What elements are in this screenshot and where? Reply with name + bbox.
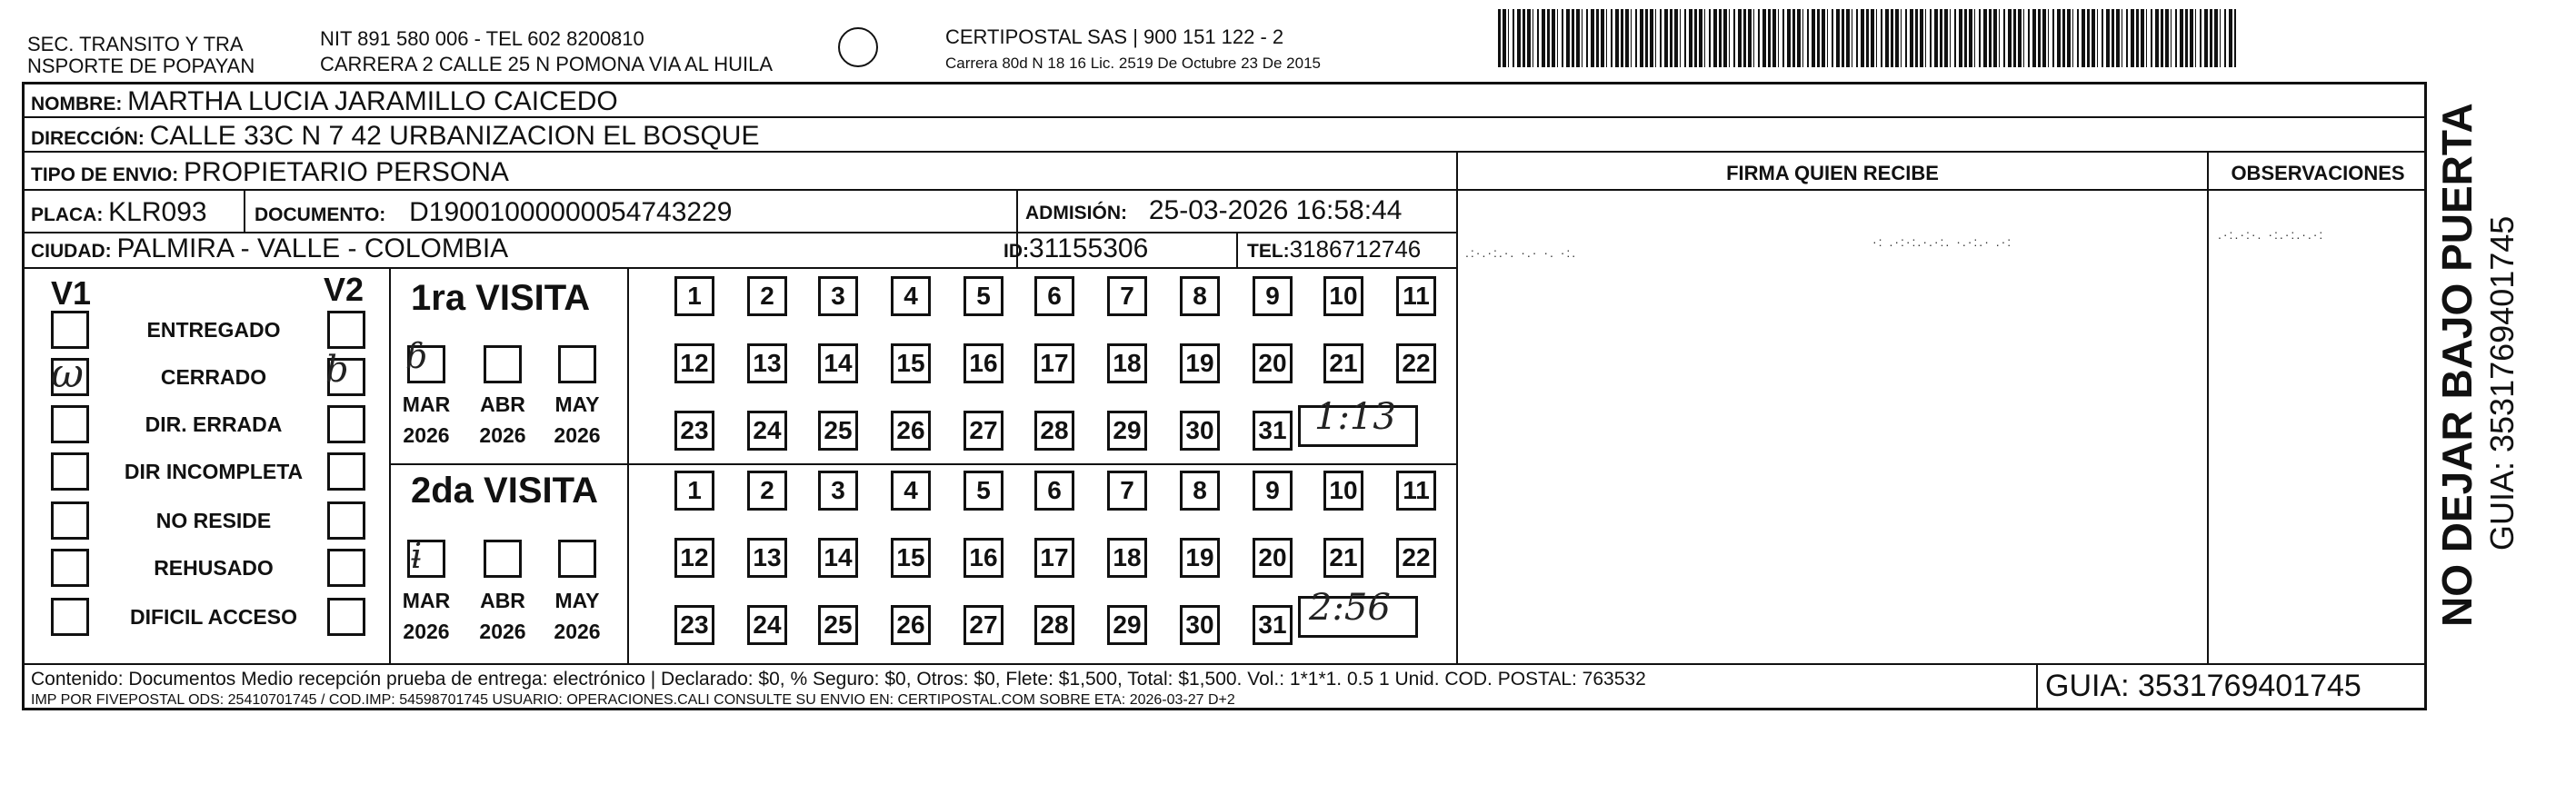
visit2-day-20[interactable]: 20: [1253, 538, 1293, 578]
v2-checkbox-dir-errada[interactable]: [327, 405, 365, 443]
visit1-day-18[interactable]: 18: [1107, 343, 1147, 383]
visit1-mar-mark: ɓ: [405, 336, 428, 376]
visit2-day-9[interactable]: 9: [1253, 471, 1293, 511]
visit2-day-12[interactable]: 12: [674, 538, 714, 578]
courier-name: CERTIPOSTAL SAS | 900 151 122 - 2: [945, 25, 1284, 48]
v2-label: V2: [324, 271, 364, 308]
reason-entregado: ENTREGADO: [146, 318, 281, 342]
visit1-year-abr: 2026: [479, 423, 526, 447]
admision-field: [1025, 195, 1403, 225]
visit1-day-17[interactable]: 17: [1034, 343, 1074, 383]
ciudad-label: CIUDAD:: [31, 241, 112, 262]
tel-value: 3186712746: [1289, 235, 1422, 263]
visit2-year-abr: 2026: [479, 620, 526, 643]
v1-checkbox-no-reside[interactable]: [51, 501, 89, 540]
barcode: [1498, 9, 2236, 67]
visit2-year-may: 2026: [554, 620, 601, 643]
visit1-day-3[interactable]: 3: [818, 276, 858, 316]
visit2-month-abr: ABR: [480, 589, 525, 612]
visit1-day-10[interactable]: 10: [1323, 276, 1363, 316]
v2-cerrado-mark: b: [325, 349, 349, 391]
visit1-month-abr: ABR: [480, 392, 525, 416]
visit2-year-mar: 2026: [403, 620, 450, 643]
column-divider: [627, 267, 629, 663]
visit1-day-24[interactable]: 24: [747, 411, 787, 451]
ciudad-field: [31, 233, 509, 263]
documento-value: D19001000000054743229: [409, 197, 733, 227]
admision-value: 25-03-2026 16:58:44: [1148, 195, 1403, 225]
visit2-month-abr-box[interactable]: [484, 540, 522, 578]
id-field: [1003, 233, 1149, 263]
visit1-day-19[interactable]: 19: [1180, 343, 1220, 383]
visit2-day-31[interactable]: 31: [1253, 605, 1293, 645]
visit2-day-4[interactable]: 4: [891, 471, 931, 511]
observation-scribble: .·:.·:·. ·:.·:.·.·:: [2218, 227, 2325, 242]
reason-cerrado: CERRADO: [160, 365, 267, 389]
firma-header: FIRMA QUIEN RECIBE: [1726, 162, 1939, 184]
visit2-day-10[interactable]: 10: [1323, 471, 1363, 511]
visit1-month-abr-box[interactable]: [484, 345, 522, 383]
visit2-day-29[interactable]: 29: [1107, 605, 1147, 645]
v1-cerrado-mark: ω: [51, 351, 84, 397]
v1-label: V1: [51, 274, 92, 312]
visit1-day-5[interactable]: 5: [964, 276, 1003, 316]
visit-divider: [389, 463, 1456, 465]
sender-name-line2: NSPORTE DE POPAYAN: [27, 55, 255, 77]
visit2-month-mar: MAR: [402, 589, 451, 612]
reason-dir-incompleta: DIR INCOMPLETA: [124, 460, 304, 483]
visit2-day-6[interactable]: 6: [1034, 471, 1074, 511]
tipo-envio-field: [31, 157, 509, 187]
tel-field: [1247, 235, 1422, 263]
visit1-day-7[interactable]: 7: [1107, 276, 1147, 316]
sender-nit: NIT 891 580 006 - TEL 602 8200810: [320, 27, 644, 50]
side-warning: NO DEJAR BAJO PUERTA: [2433, 103, 2481, 627]
visit2-day-25[interactable]: 25: [818, 605, 858, 645]
column-divider: [2207, 151, 2209, 663]
visit1-day-11[interactable]: 11: [1396, 276, 1436, 316]
visit2-mar-mark: ɨ: [411, 536, 423, 576]
visit1-day-12[interactable]: 12: [674, 343, 714, 383]
visit2-day-3[interactable]: 3: [818, 471, 858, 511]
v2-checkbox-dificil-acceso[interactable]: [327, 598, 365, 636]
documento-field: [255, 197, 733, 227]
visit1-day-31[interactable]: 31: [1253, 411, 1293, 451]
reason-dificil-acceso: DIFICIL ACCESO: [129, 605, 297, 629]
visit2-day-19[interactable]: 19: [1180, 538, 1220, 578]
courier-logo-icon: [838, 27, 878, 67]
tel-label: TEL:: [1247, 241, 1290, 262]
visit1-month-may: MAY: [554, 392, 600, 416]
visit2-time-handwritten: 2:56: [1309, 587, 1391, 629]
visit1-day-26[interactable]: 26: [891, 411, 931, 451]
placa-field: [31, 197, 207, 227]
direccion-label: DIRECCIÓN:: [31, 128, 145, 149]
visit1-day-28[interactable]: 28: [1034, 411, 1074, 451]
visit2-day-8[interactable]: 8: [1180, 471, 1220, 511]
visit2-day-1[interactable]: 1: [674, 471, 714, 511]
courier-license: Carrera 80d N 18 16 Lic. 2519 De Octubre 23 De 2015: [945, 55, 1321, 72]
visit2-day-24[interactable]: 24: [747, 605, 787, 645]
v2-checkbox-rehusado[interactable]: [327, 549, 365, 587]
visit1-day-27[interactable]: 27: [964, 411, 1003, 451]
placa-label: PLACA:: [31, 204, 104, 225]
nombre-label: NOMBRE:: [31, 94, 123, 114]
admision-label: ADMISIÓN:: [1025, 203, 1127, 223]
visit1-day-4[interactable]: 4: [891, 276, 931, 316]
visit1-year-may: 2026: [554, 423, 601, 447]
visit2-day-18[interactable]: 18: [1107, 538, 1147, 578]
id-value: 31155306: [1029, 233, 1149, 263]
tipo-envio-value: PROPIETARIO PERSONA: [184, 157, 509, 187]
column-divider: [389, 267, 391, 663]
nombre-field: [31, 86, 618, 116]
direccion-value: CALLE 33C N 7 42 URBANIZACION EL BOSQUE: [149, 121, 760, 151]
visit1-day-13[interactable]: 13: [747, 343, 787, 383]
column-divider: [244, 189, 245, 232]
signature-scribble: ·: .·:·:.·.·:. ·.·:.· .·:: [1872, 234, 2013, 249]
reason-no-reside: NO RESIDE: [155, 509, 272, 532]
visit2-day-21[interactable]: 21: [1323, 538, 1363, 578]
visit2-day-22[interactable]: 22: [1396, 538, 1436, 578]
sender-address: CARRERA 2 CALLE 25 N POMONA VIA AL HUILA: [320, 53, 774, 75]
tipo-envio-label: TIPO DE ENVIO:: [31, 164, 179, 185]
visit2-day-2[interactable]: 2: [747, 471, 787, 511]
reason-rehusado: REHUSADO: [154, 556, 274, 580]
visit1-day-20[interactable]: 20: [1253, 343, 1293, 383]
visit1-day-23[interactable]: 23: [674, 411, 714, 451]
visit2-day-28[interactable]: 28: [1034, 605, 1074, 645]
visit2-day-14[interactable]: 14: [818, 538, 858, 578]
documento-label: DOCUMENTO:: [255, 204, 386, 225]
visit2-day-23[interactable]: 23: [674, 605, 714, 645]
visit2-day-16[interactable]: 16: [964, 538, 1003, 578]
signature-scribble: .:·.·:.·. ·.· ·. ·:.: [1465, 245, 1578, 260]
visit2-day-11[interactable]: 11: [1396, 471, 1436, 511]
id-label: ID:: [1003, 241, 1029, 262]
visit1-day-2[interactable]: 2: [747, 276, 787, 316]
visit1-day-8[interactable]: 8: [1180, 276, 1220, 316]
footer-guia: GUIA: 3531769401745: [2045, 669, 2361, 703]
v1-checkbox-dificil-acceso[interactable]: [51, 598, 89, 636]
visit1-time-handwritten: 1:13: [1314, 396, 1396, 438]
v2-checkbox-entregado[interactable]: [327, 311, 365, 349]
footer-content-line: Contenido: Documentos Medio recepción prueba de entrega: electrónico | Declarado: $0, % Seguro: $0, Otros: $0, Flete: $1,500, Total: $1,500. Vol.: 1*1*1. 0.5 1 Unid. COD. POSTAL: 763532: [31, 669, 1646, 690]
row-divider: [22, 267, 1458, 269]
sender-name-line1: SEC. TRANSITO Y TRA: [27, 33, 244, 55]
visit1-day-21[interactable]: 21: [1323, 343, 1363, 383]
visit1-day-6[interactable]: 6: [1034, 276, 1074, 316]
v1-checkbox-dir-incompleta[interactable]: [51, 452, 89, 491]
ciudad-value: PALMIRA - VALLE - COLOMBIA: [116, 233, 509, 263]
visit2-day-17[interactable]: 17: [1034, 538, 1074, 578]
v1-checkbox-rehusado[interactable]: [51, 549, 89, 587]
direccion-field: [31, 121, 760, 151]
visit2-day-26[interactable]: 26: [891, 605, 931, 645]
visit2-day-5[interactable]: 5: [964, 471, 1003, 511]
observaciones-header: OBSERVACIONES: [2231, 162, 2405, 184]
visit1-day-14[interactable]: 14: [818, 343, 858, 383]
row-divider: [22, 151, 2427, 153]
visit2-day-7[interactable]: 7: [1107, 471, 1147, 511]
side-guia: GUIA: 3531769401745: [2483, 215, 2521, 551]
column-divider: [2036, 663, 2038, 710]
visit1-day-25[interactable]: 25: [818, 411, 858, 451]
visit1-day-16[interactable]: 16: [964, 343, 1003, 383]
visit1-day-22[interactable]: 22: [1396, 343, 1436, 383]
visit1-day-30[interactable]: 30: [1180, 411, 1220, 451]
visit2-day-15[interactable]: 15: [891, 538, 931, 578]
nombre-value: MARTHA LUCIA JARAMILLO CAICEDO: [127, 86, 618, 116]
row-divider: [22, 116, 2427, 118]
footer-print-line: IMP POR FIVEPOSTAL ODS: 25410701745 / COD.IMP: 54598701745 USUARIO: OPERACIONES.CALI CONSULTE SU ENVIO EN: CERTIPOSTAL.COM SOBRE ETA: 2026-03-27 D+2: [31, 692, 1235, 708]
placa-value: KLR093: [108, 197, 207, 227]
visit1-day-29[interactable]: 29: [1107, 411, 1147, 451]
v2-checkbox-dir-incompleta[interactable]: [327, 452, 365, 491]
v1-checkbox-entregado[interactable]: [51, 311, 89, 349]
v1-checkbox-dir-errada[interactable]: [51, 405, 89, 443]
visit1-title: 1ra VISITA: [411, 278, 591, 318]
visit2-month-may-box[interactable]: [558, 540, 596, 578]
v2-checkbox-no-reside[interactable]: [327, 501, 365, 540]
row-divider: [22, 189, 2427, 191]
visit1-month-may-box[interactable]: [558, 345, 596, 383]
visit1-day-9[interactable]: 9: [1253, 276, 1293, 316]
footer-divider: [22, 663, 2427, 665]
visit1-year-mar: 2026: [403, 423, 450, 447]
visit2-month-may: MAY: [554, 589, 600, 612]
reason-dir-errada: DIR. ERRADA: [145, 412, 283, 436]
visit1-day-1[interactable]: 1: [674, 276, 714, 316]
visit2-title: 2da VISITA: [411, 471, 598, 511]
visit2-day-13[interactable]: 13: [747, 538, 787, 578]
visit2-day-27[interactable]: 27: [964, 605, 1003, 645]
column-divider: [1236, 232, 1238, 267]
visit2-day-30[interactable]: 30: [1180, 605, 1220, 645]
visit1-month-mar: MAR: [402, 392, 451, 416]
column-divider: [1456, 151, 1458, 663]
visit1-day-15[interactable]: 15: [891, 343, 931, 383]
